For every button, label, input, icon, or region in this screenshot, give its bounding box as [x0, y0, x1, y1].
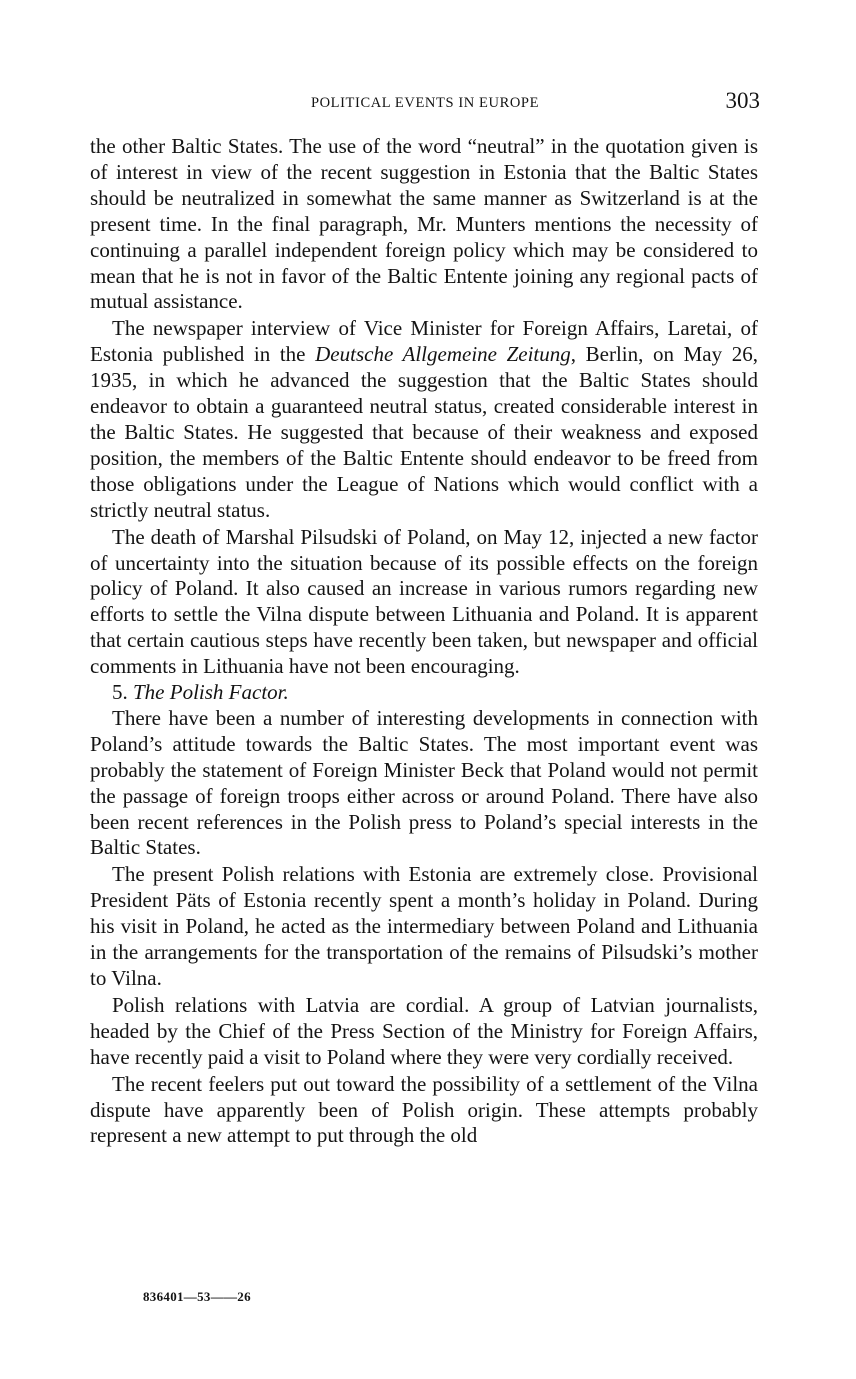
page-number: 303	[725, 88, 760, 113]
paragraph-text: , Berlin, on May 26, 1935, in which he advanced the suggestion that the Baltic States should endeavor to obtain a guaranteed neutral status, created considerable interest in the Baltic States. He suggested that because of their weakness and exposed position, the members of the Baltic Entente should endeavor to be freed from those obligations under the League of Nations which would conflict with a strictly neutral status.	[90, 342, 759, 522]
paragraph-latvia-relations: Polish relations with Latvia are cordial. A group of Latvian journalists, headed by the Chief of the Press Section of the Ministry for Foreign Affairs, have recently paid a visit to Poland where they were very cordially received.	[90, 992, 758, 1069]
section-heading	[90, 680, 758, 706]
section-number: 5.	[112, 680, 128, 705]
paragraph-estonia-relations: The present Polish relations with Estonia are extremely close. Provisional President Päts of Estonia recently spent a month’s holiday in Poland. During his visit in Poland, he acted as the intermediary between Poland and Lithuania in the arrangements for the transportation of the remains of Pilsudski’s mother to Vilna.	[90, 862, 758, 990]
paragraph-continued: the other Baltic States. The use of the word “neutral” in the quotation given is of interest in view of the recent suggestion in Estonia that the Baltic States should be neutralized in somewhat the same manner as Switzerland is at the present time. In the final paragraph, Mr. Munters mentions the necessity of continuing a parallel independent foreign policy which may be considered to mean that he is not in favor of the Baltic Entente joining any regional pacts of mutual assistance.	[90, 134, 758, 314]
running-head	[90, 88, 760, 120]
paragraph-vilna-feelers: The recent feelers put out toward the possibility of a settlement of the Vilna dispute have apparently been of Polish origin. These attempts probably represent a new attempt to put through the old	[90, 1071, 758, 1148]
paragraph-pilsudski-death: The death of Marshal Pilsudski of Poland, on May 12, injected a new factor of uncertainty into the situation because of its possible effects on the foreign policy of Poland. It also caused an increase in various rumors regarding new efforts to settle the Vilna dispute between Lithuania and Poland. It is apparent that certain cautious steps have recently been taken, but newspaper and official comments in Lithuania have not been encouraging.	[90, 524, 758, 679]
paragraph-laretai-interview	[90, 316, 758, 523]
section-title: The Polish Factor.	[133, 680, 289, 705]
paragraph-text: The newspaper interview of Vice Minister for Foreign Affairs, Laretai, of Estonia published in the	[90, 316, 758, 367]
newspaper-title: Deutsche Allgemeine Zeitung	[315, 342, 571, 367]
body-text	[90, 134, 758, 1149]
running-title: POLITICAL EVENTS IN EUROPE	[310, 95, 540, 111]
paragraph-polish-attitude: There have been a number of interesting developments in connection with Poland’s attitude towards the Baltic States. The most important event was probably the statement of Foreign Minister Beck that Poland would not permit the passage of foreign troops either across or around Poland. There have also been recent references in the Polish press to Poland’s special interests in the Baltic States.	[90, 705, 758, 860]
footer-print-code: 836401—53——26	[143, 1289, 251, 1304]
